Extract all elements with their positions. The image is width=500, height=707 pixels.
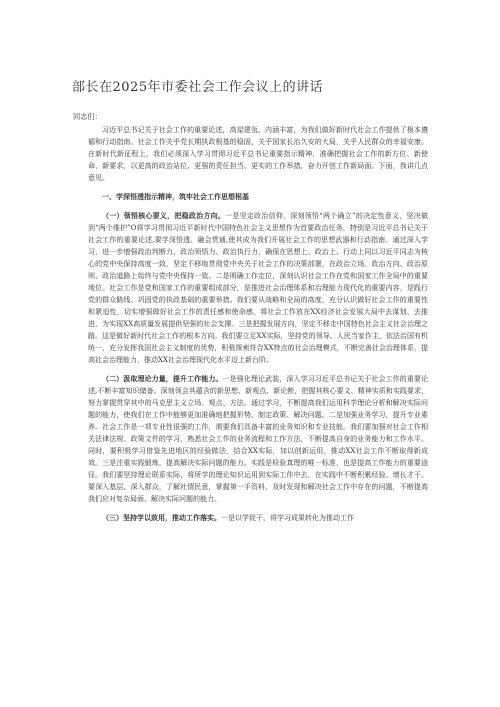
paragraph-text: 一是强化理论武装，深入学习习近平总书记关于社会工作的重要论述,不断丰富知识储备。深刻领会其蕴含的新思想、新观点、新论断，把握其核心要义、精神实质和实践要求，努力掌握贯穿其中的马克思主义立场、观点、方法。通过学习，不断提高我们运用科学理论分析和解决实际问题的能力，使我们在工作中能够更加准确地把握形势、制定政策、解决问题。二是加强业务学习，提升专业素养。社会工作是一项专业性很强的工作，需要我们具备丰富的业务知识和专业技能。我们要加强对社会工作相关法律法规、政策文件的学习，熟悉社会工作的业务流程和工作方法，不断提高自身的业务能力和工作水平。同时，要积极学习借鉴先进地区的经验做法，结合XX实际，加以创新运用，推动XX社会工作不断取得新成效。三是注重实践锻炼，提高解决实际问题的能力。实践是检验真理的唯一标准，也是提高工作能力的重要途径。我们要坚持理论联系实际，将所学的理论知识运用到实际工作中去，在实践中不断积累经验、增长才干。要深入基层、深入群众，了解社情民意，掌握第一手资料，及时发现和解决社会工作中存在的问题，不断提高我们应对复杂局面、解决实际问题的能力。 [88, 375, 429, 503]
body-paragraph [88, 373, 428, 505]
section-heading: 一、学深悟透指示精神，筑牢社会工作思想根基 [102, 192, 249, 201]
paragraph-lead: （二）汲取理论力量，提升工作能力。 [102, 374, 223, 383]
page-title: 部长在2025年市委社会工作会议上的讲话 [72, 80, 324, 95]
salutation: 同志们： [73, 112, 102, 121]
intro-paragraph: 习近平总书记关于社会工作的重要论述，高屋建瓴、内涵丰富，为我们做好新时代社会工作提供了根本遵循和行动指南。社会工作关乎党长期执政根基的稳固，关乎国家长治久安的大局，关乎人民群众的幸福安康。在新时代新征程上，我们必须深入学习贯彻习近平总书记重要指示精神，准确把握社会工作的新方位、新使命、新要求，以更高的政治站位、更强的责任担当、更实的工作举措，奋力开创工作新局面。下面，我讲几点意见。 [88, 126, 428, 182]
speech-body [88, 124, 428, 531]
paragraph-text: 一是以学促干，将学习成果转化为推动工作 [221, 514, 354, 522]
body-paragraph [88, 210, 428, 366]
paragraph-lead: （三）坚持学以致用，推动工作落实。 [102, 513, 221, 522]
paragraph-lead: （一）领悟核心要义，把稳政治方向。 [102, 211, 226, 220]
paragraph-text: 一是坚定政治信仰，深刻领悟“两个确立”的决定性意义，坚决做到“两个维护”O将学习贯彻习近平新时代中国特色社会主义思想作为首要政治任务，特别是习近平总书记关于社会工作的重要论述,要学深悟透、融会贯通,使其成为我们开展社会工作的思想武器和行动指南。通过深入学习，进一步增强政治判断力、政治领悟力、政治执行力，确保在思想上、政治上、行动上同以习近平同志为核心的党中央保持高度一致，坚定不移地贯彻党中央关于社会工作的决策部署，在政治立场、政治方向、政治原则、政治道路上始终与党中央保持一致。二是明确工作定位，深刻认识社会工作在党和国家工作全局中的重要地位。社会工作是党和国家工作的重要组成部分，是推进社会治理体系和治理能力现代化的重要内容，是践行党的群众路线、巩固党的执政基础的重要举措。我们要从战略和全局的高度，充分认识做好社会工作的重要性和紧迫性，切实增强做好社会工作的责任感和使命感，将社会工作放在XX经济社会发展大局中去谋划、去推进，为实现XX高质量发展提供坚强的社会支撑。三是把握发展方向，坚定不移走中国特色社会主义社会治理之路。这是做好新时代社会工作的根本方向。我们要立足XX实际，坚持党的领导、人民当家作主、依法治国有机统一，充分发挥我国社会主义制度的优势，积极探索符合XX特点的社会治理模式，不断完善社会治理体系，提高社会治理能力，推动XX社会治理现代化水平迈上新台阶。 [88, 212, 428, 364]
body-paragraph [88, 512, 428, 524]
